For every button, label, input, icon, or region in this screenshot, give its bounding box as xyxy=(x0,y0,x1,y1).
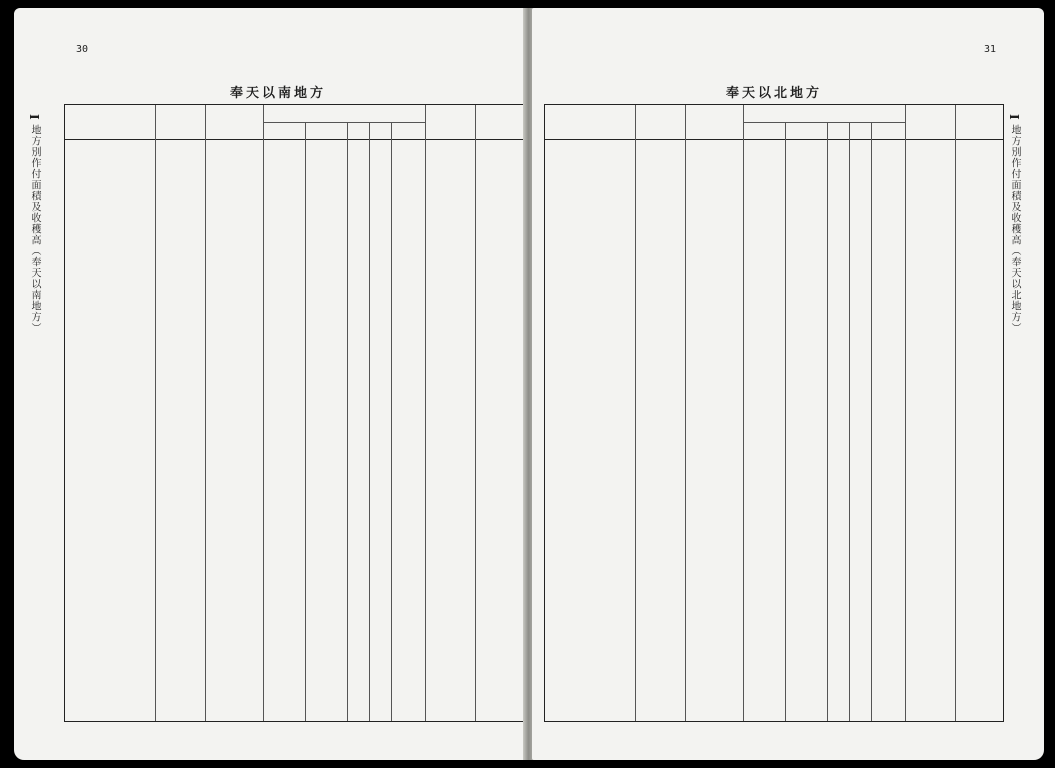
right-page xyxy=(532,8,1044,760)
data-table xyxy=(544,104,1004,722)
column-divider xyxy=(347,122,348,721)
section-mark: I xyxy=(27,114,41,121)
header-subdivider xyxy=(743,122,905,123)
column-divider xyxy=(905,105,906,721)
side-caption-text: 地方別作付面積及收穫高（奉天以北地方） xyxy=(1009,124,1020,334)
column-divider xyxy=(391,122,392,721)
section-mark: I xyxy=(1007,114,1021,121)
side-caption xyxy=(28,114,40,334)
column-divider xyxy=(369,122,370,721)
column-divider xyxy=(263,105,264,721)
column-divider xyxy=(635,105,636,721)
column-divider xyxy=(743,105,744,721)
page-number: 31 xyxy=(984,44,997,55)
column-divider xyxy=(871,122,872,721)
column-divider xyxy=(849,122,850,721)
column-divider xyxy=(205,105,206,721)
left-page xyxy=(14,8,526,760)
column-divider xyxy=(305,122,306,721)
column-divider xyxy=(475,105,476,721)
column-divider xyxy=(785,122,786,721)
column-divider xyxy=(155,105,156,721)
page-title: 奉天以南地方 xyxy=(230,86,327,101)
page-title: 奉天以北地方 xyxy=(726,86,823,101)
side-caption-text: 地方別作付面積及收穫高（奉天以南地方） xyxy=(29,124,40,334)
column-divider xyxy=(827,122,828,721)
page-number: 30 xyxy=(76,44,89,55)
side-caption xyxy=(1008,114,1020,334)
column-divider xyxy=(955,105,956,721)
data-table xyxy=(64,104,524,722)
column-divider xyxy=(685,105,686,721)
column-divider xyxy=(425,105,426,721)
header-subdivider xyxy=(263,122,425,123)
